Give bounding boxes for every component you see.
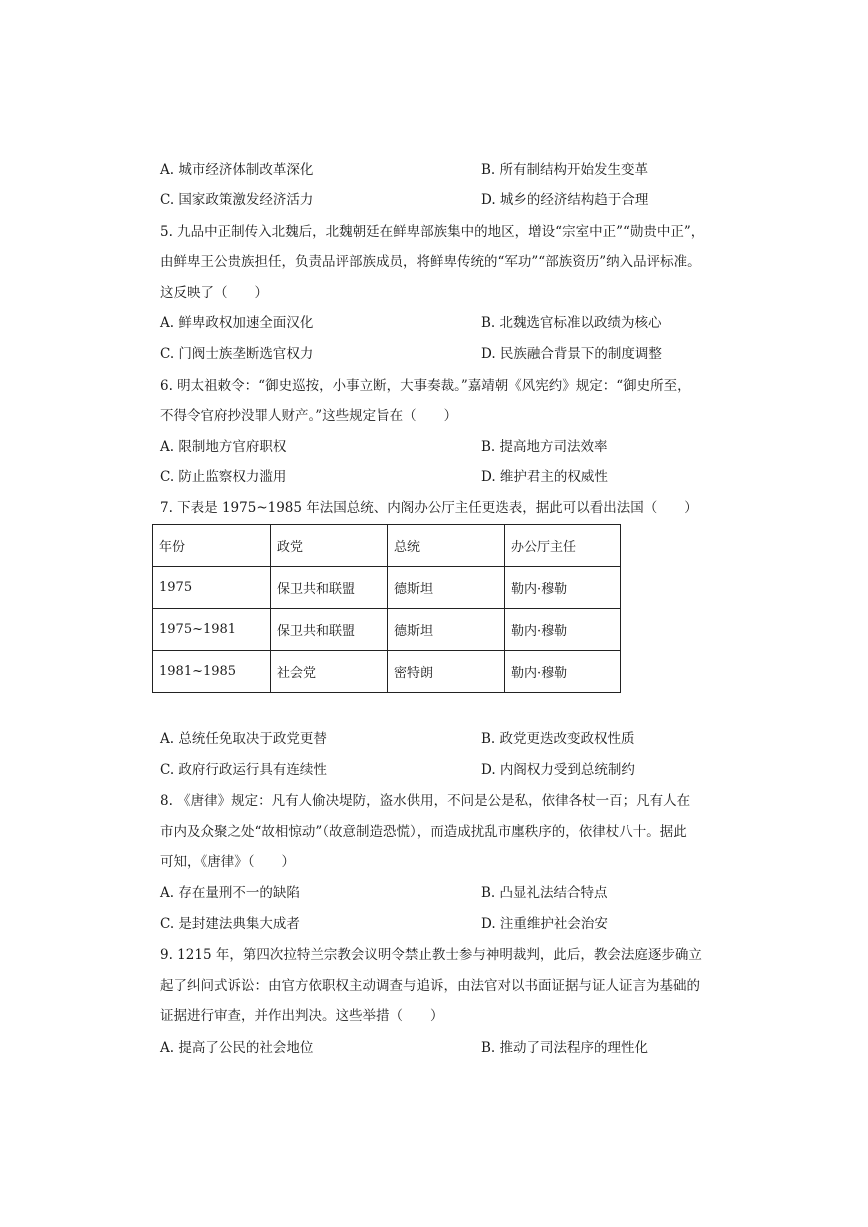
q7-option-c: C. 政府行政运行具有连续性 — [160, 762, 327, 778]
table-header-row — [153, 525, 621, 567]
q9-option-a: A. 提高了公民的社会地位 — [160, 1040, 314, 1056]
q8-option-c: C. 是封建法典集大成者 — [160, 916, 300, 932]
table-row — [153, 609, 621, 651]
q8-stem-line-2: 市内及众聚之处“故相惊动”（故意制造恐慌），而造成扰乱市廛秩序的，依律杖八十。据此 — [160, 824, 687, 840]
q9-option-b: B. 推动了司法程序的理性化 — [481, 1040, 649, 1056]
q5-option-d: D. 民族融合背景下的制度调整 — [481, 346, 662, 362]
q7-stem-line-1: 7. 下表是 1975~1985 年法国总统、内阁办公厅主任更迭表，据此可以看出法国（ ） — [160, 500, 698, 516]
q5-stem-line-3: 这反映了（ ） — [160, 285, 268, 301]
q8-option-a: A. 存在量刑不一的缺陷 — [160, 885, 300, 901]
q8-option-d: D. 注重维护社会治安 — [481, 916, 608, 932]
q8-option-b: B. 凸显礼法结合特点 — [481, 885, 608, 901]
q7-option-d: D. 内阁权力受到总统制约 — [481, 762, 635, 778]
table-cell: 社会党 — [271, 651, 388, 693]
q4-option-a: A. 城市经济体制改革深化 — [160, 162, 314, 178]
table-header-cell: 政党 — [271, 525, 388, 567]
table-cell: 保卫共和联盟 — [271, 567, 388, 609]
q7-table — [152, 524, 621, 693]
q4-option-c: C. 国家政策激发经济活力 — [160, 192, 314, 208]
q5-stem-line-1: 5. 九品中正制传入北魏后，北魏朝廷在鲜卑部族集中的地区，增设“宗室中正”“勋贵中正”， — [160, 224, 705, 240]
table-cell: 勒内·穆勒 — [505, 651, 621, 693]
table-cell: 勒内·穆勒 — [505, 567, 621, 609]
q9-stem-line-1: 9. 1215 年，第四次拉特兰宗教会议明令禁止教士参与神明裁判，此后，教会法庭逐步确立 — [160, 947, 702, 963]
q6-option-b: B. 提高地方司法效率 — [481, 439, 608, 455]
q5-stem-line-2: 由鲜卑王公贵族担任，负责品评部族成员，将鲜卑传统的“军功”“部族资历”纳入品评标准。 — [160, 254, 701, 270]
table-header-cell: 年份 — [153, 525, 271, 567]
q6-stem-line-2: 不得令官府抄没罪人财产。”这些规定旨在（ ） — [160, 408, 458, 424]
q5-option-c: C. 门阀士族垄断选官权力 — [160, 346, 314, 362]
q4-option-b: B. 所有制结构开始发生变革 — [481, 162, 649, 178]
table-cell: 1975 — [153, 567, 271, 609]
table-cell: 德斯坦 — [388, 567, 505, 609]
q8-stem-line-1: 8. 《唐律》规定：凡有人偷决堤防，盗水供用，不问是公是私，依律各杖一百；凡有人在 — [160, 793, 691, 809]
table-cell: 密特朗 — [388, 651, 505, 693]
table-cell: 1975~1981 — [153, 609, 271, 651]
q6-stem-line-1: 6. 明太祖敕令：“御史巡按，小事立断，大事奏裁。”嘉靖朝《风宪约》规定：“御史所至， — [160, 378, 691, 394]
q6-option-a: A. 限制地方官府职权 — [160, 439, 287, 455]
q7-option-a: A. 总统任免取决于政党更替 — [160, 731, 327, 747]
q6-option-d: D. 维护君主的权威性 — [481, 469, 608, 485]
table-header-cell: 办公厅主任 — [505, 525, 621, 567]
table-header-cell: 总统 — [388, 525, 505, 567]
q7-option-b: B. 政党更迭改变政权性质 — [481, 731, 635, 747]
q4-option-d: D. 城乡的经济结构趋于合理 — [481, 192, 649, 208]
q5-option-b: B. 北魏选官标准以政绩为核心 — [481, 315, 662, 331]
table-row — [153, 651, 621, 693]
q6-option-c: C. 防止监察权力滥用 — [160, 469, 287, 485]
q9-stem-line-2: 起了纠问式诉讼：由官方依职权主动调查与追诉，由法官对以书面证据与证人证言为基础的 — [160, 978, 700, 994]
table-row — [153, 567, 621, 609]
table-cell: 德斯坦 — [388, 609, 505, 651]
q9-stem-line-3: 证据进行审查，并作出判决。这些举措（ ） — [160, 1008, 444, 1024]
q5-option-a: A. 鲜卑政权加速全面汉化 — [160, 315, 314, 331]
table-cell: 勒内·穆勒 — [505, 609, 621, 651]
table-cell: 1981~1985 — [153, 651, 271, 693]
q8-stem-line-3: 可知，《唐律》（ ） — [160, 854, 295, 870]
table-cell: 保卫共和联盟 — [271, 609, 388, 651]
